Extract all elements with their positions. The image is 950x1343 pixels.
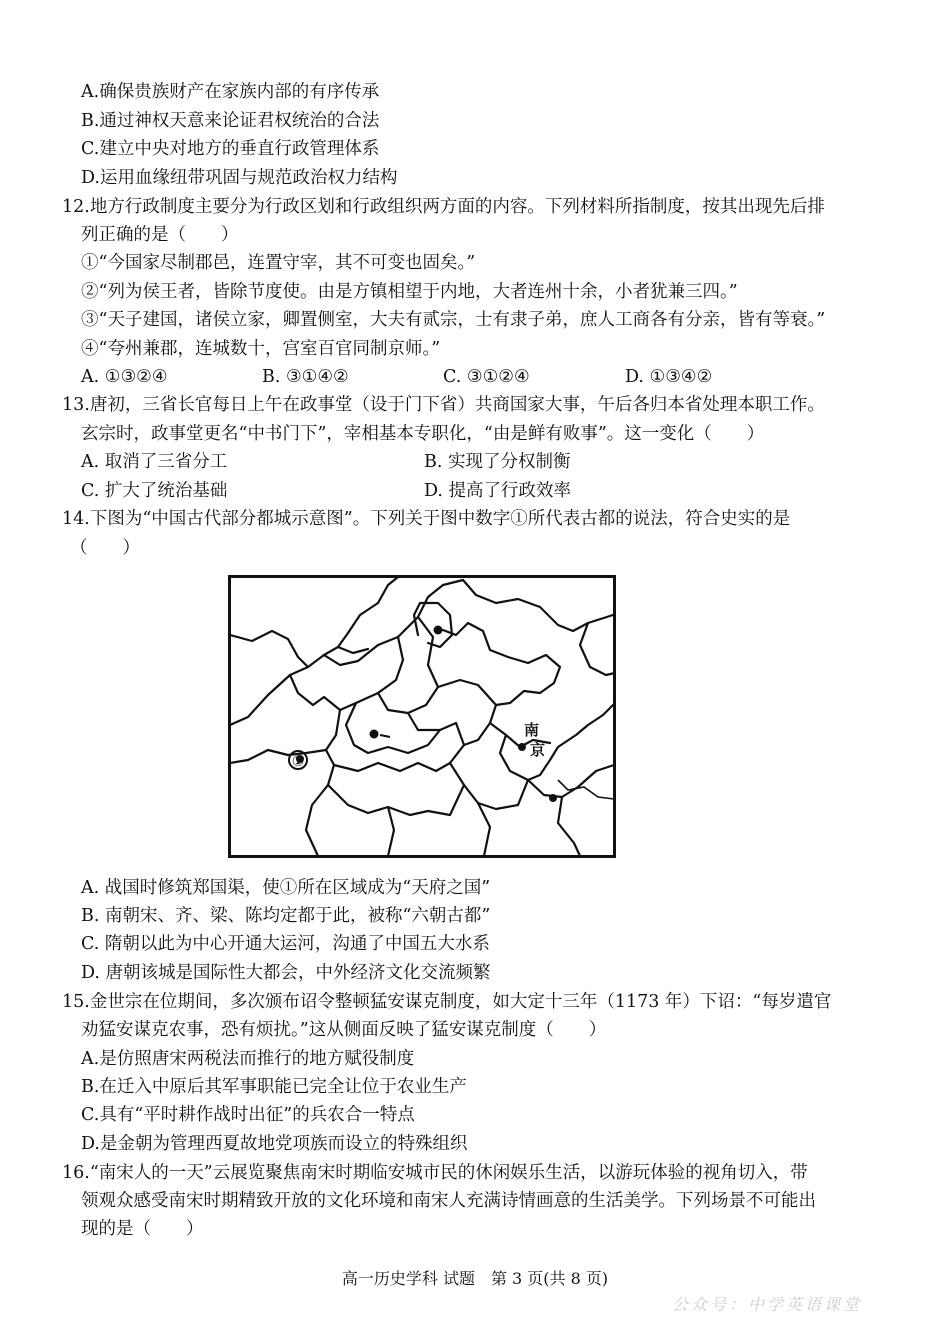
q15-option-b: B.在迁入中原后其军事职能已完全让位于农业生产 — [81, 1077, 467, 1097]
capital-marker — [549, 794, 557, 802]
q11-option-c: C.建立中央对地方的垂直行政管理体系 — [81, 139, 380, 159]
q12-option-d: D. ①③④② — [625, 367, 713, 387]
nanjing-label-1: 南 — [524, 721, 540, 739]
q11-option-d: D.运用血缘纽带巩固与规范政治权力结构 — [81, 168, 398, 188]
ancient-capitals-map — [228, 575, 616, 858]
q15-option-d: D.是金朝为管理西夏故地党项族而设立的特殊组织 — [81, 1134, 468, 1154]
watermark: 公众号：中学英语课堂 — [672, 1295, 863, 1314]
q14-stem-line2: （ ） — [70, 538, 140, 558]
q12-material-4: ④“夸州兼郡，连城数十，宫室百官同制京师。” — [81, 339, 441, 359]
q13-option-d: D. 提高了行政效率 — [424, 481, 572, 501]
q11-option-b: B.通过神权天意来论证君权统治的合法 — [81, 111, 380, 131]
map-frame — [230, 577, 615, 857]
q12-option-c: C. ③①②④ — [443, 367, 530, 387]
q16-stem-line2: 领观众感受南宋时期精致开放的文化环境和南宋人充满诗情画意的生活美学。下列场景不可能出 — [81, 1191, 816, 1211]
q13-option-b: B. 实现了分权制衡 — [424, 452, 571, 472]
q14-stem-line1: 14.下图为“中国古代部分都城示意图”。下列关于图中数字①所代表古都的说法，符合史实的是 — [62, 509, 791, 529]
q15-option-c: C.具有“平时耕作战时出征”的兵农合一特点 — [81, 1105, 415, 1125]
q15-stem-line2: 劝猛安谋克农事，恐有烦扰。”这从侧面反映了猛安谋克制度（ ） — [81, 1020, 607, 1040]
q13-stem-line2: 玄宗时，政事堂更名“中书门下”，宰相基本专职化，“由是鲜有败事”。这一变化（ ） — [81, 424, 765, 444]
q12-material-2: ②“列为侯王者，皆除节度使。由是方镇相望于内地，大者连州十余，小者犹兼三四。” — [81, 282, 738, 302]
capital-one-label: ① — [291, 754, 305, 770]
q16-stem-line3: 现的是（ ） — [81, 1219, 204, 1239]
q13-option-a: A. 取消了三省分工 — [81, 452, 228, 472]
q12-option-a: A. ①③②④ — [81, 367, 168, 387]
q13-option-c: C. 扩大了统治基础 — [81, 481, 228, 501]
page-footer: 高一历史学科 试题 第 3 页(共 8 页) — [341, 1269, 609, 1288]
q14-option-b: B. 南朝宋、齐、梁、陈均定都于此，被称“六朝古都” — [81, 906, 491, 926]
q11-option-a: A.确保贵族财产在家族内部的有序传承 — [81, 82, 380, 102]
q13-stem-line1: 13.唐初，三省长官每日上午在政事堂（设于门下省）共商国家大事，午后各归本省处理本职工作。 — [62, 395, 825, 415]
q15-stem-line1: 15.金世宗在位期间，多次颁布诏令整顿猛安谋克制度，如大定十三年（1173 年）下诏：“每岁遣官 — [62, 992, 832, 1012]
q14-option-c: C. 隋朝以此为中心开通大运河，沟通了中国五大水系 — [81, 934, 490, 954]
q14-option-a: A. 战国时修筑郑国渠，使①所在区域成为“天府之国” — [81, 878, 491, 898]
q12-option-b: B. ③①④② — [262, 367, 349, 387]
q12-stem-line2: 列正确的是（ ） — [81, 225, 239, 245]
q16-stem-line1: 16.“南宋人的一天”云展览聚焦南宋时期临安城市民的休闲娱乐生活，以游玩体验的视角切入，带 — [62, 1163, 808, 1183]
q15-option-a: A.是仿照唐宋两税法而推行的地方赋役制度 — [81, 1049, 415, 1069]
nanjing-label-2: 京 — [530, 741, 546, 759]
q12-material-3: ③“天子建国，诸侯立家，卿置侧室，大夫有贰宗，士有隶子弟，庶人工商各有分亲，皆有等衰。” — [81, 310, 826, 330]
q12-material-1: ①“今国家尽制郡邑，连置守宰，其不可变也固矣。” — [81, 253, 476, 273]
capital-marker — [370, 730, 379, 739]
capital-marker — [518, 743, 526, 751]
q12-stem-line1: 12.地方行政制度主要分为行政区划和行政组织两方面的内容。下列材料所指制度，按其出现先后排 — [62, 197, 825, 217]
q14-option-d: D. 唐朝该城是国际性大都会，中外经济文化交流频繁 — [81, 963, 491, 983]
capital-marker — [434, 626, 443, 635]
